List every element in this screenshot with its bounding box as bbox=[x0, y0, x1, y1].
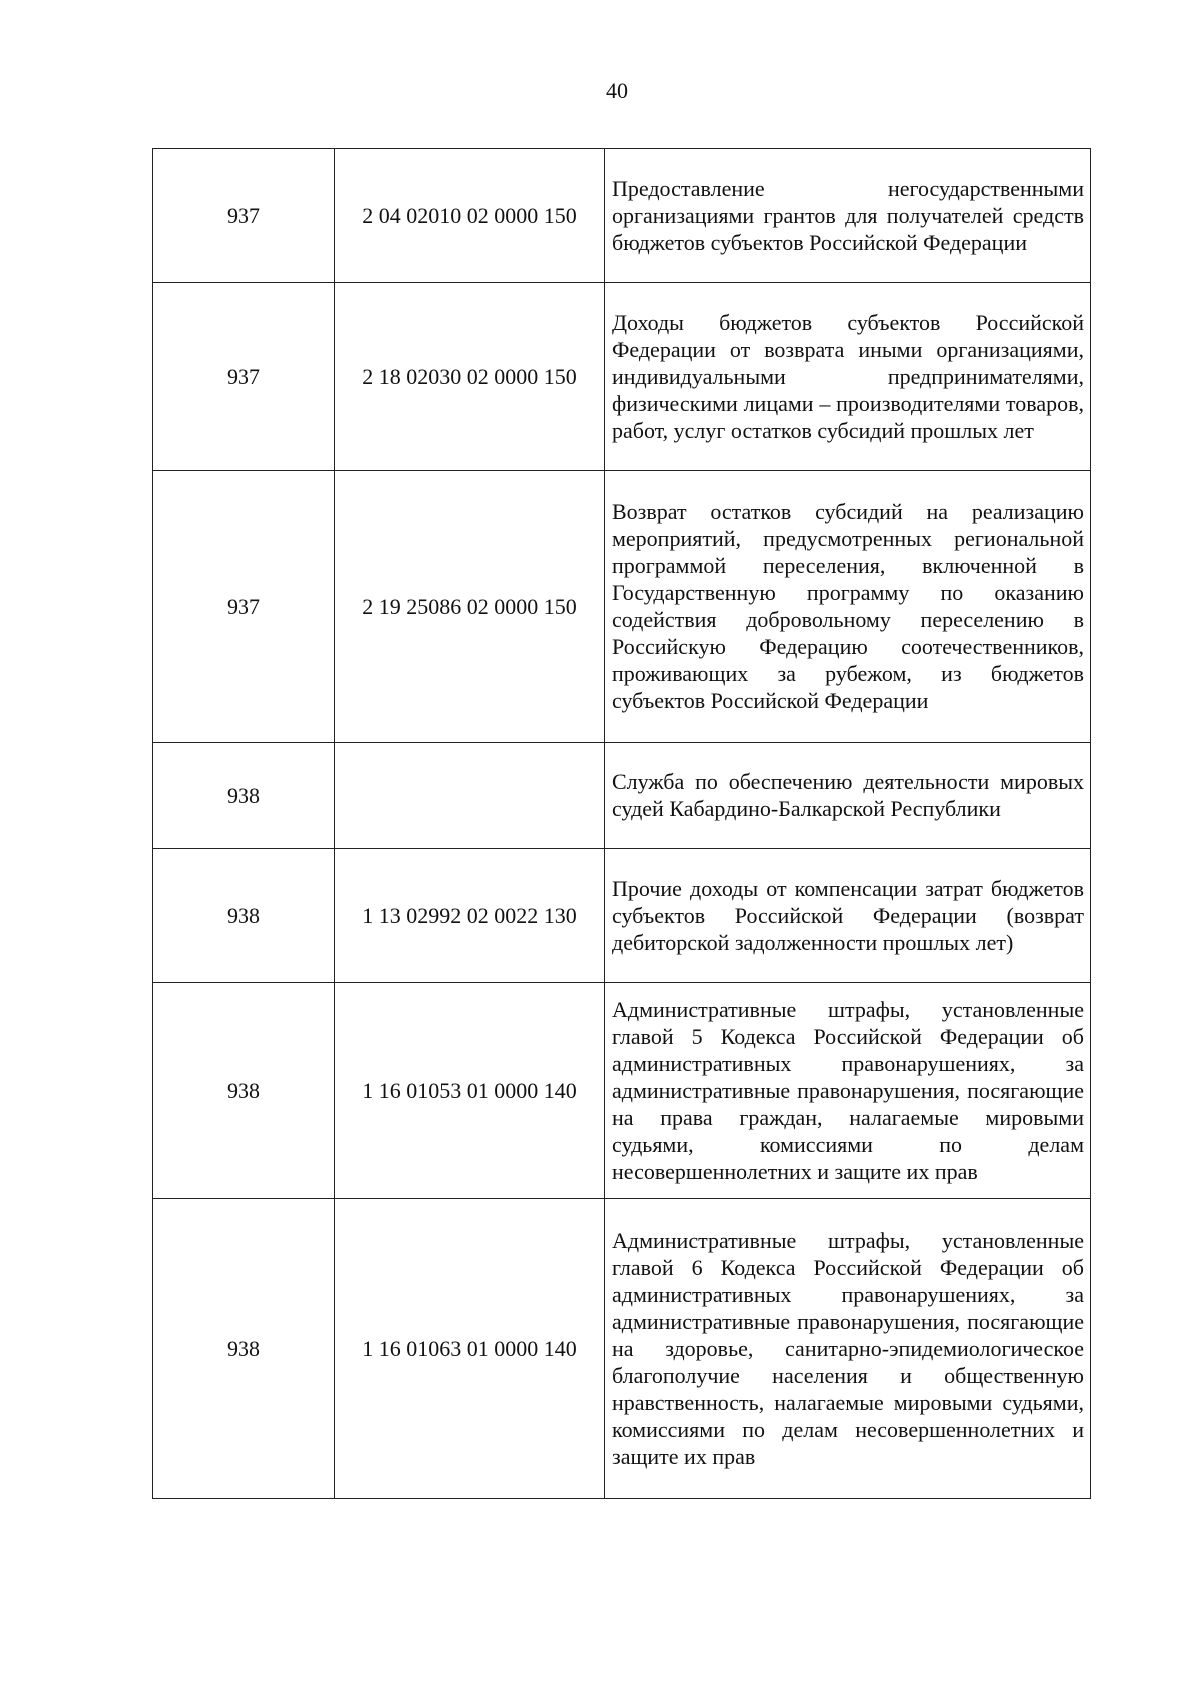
admin-code-cell: 937 bbox=[153, 149, 335, 283]
admin-code-cell: 938 bbox=[153, 983, 335, 1199]
table-row bbox=[153, 743, 1091, 849]
description-cell: Доходы бюджетов субъектов Российской Федерации от возврата иными организациями, индивидуальными предпринимателями, физическими лицами – производителями товаров, работ, услуг остатков субсидий прошлых лет bbox=[605, 283, 1091, 471]
page-number: 40 bbox=[606, 78, 628, 103]
admin-code-cell: 938 bbox=[153, 849, 335, 983]
admin-code-cell: 938 bbox=[153, 1199, 335, 1499]
description-cell: Возврат остатков субсидий на реализацию мероприятий, предусмотренных региональной программой переселения, включенной в Государственную программу по оказанию содействия добровольному переселению в Российскую Федерацию соотечественников, проживающих за рубежом, из бюджетов субъектов Российской Федерации bbox=[605, 471, 1091, 743]
description-cell: Административные штрафы, установленные главой 6 Кодекса Российской Федерации об административных правонарушениях, за административные правонарушения, посягающие на здоровье, санитарно-эпидемиологическое благополучие населения и общественную нравственность, налагаемые мировыми судьями, комиссиями по делам несовершеннолетних и защите их прав bbox=[605, 1199, 1091, 1499]
kbk-code-cell: 1 13 02992 02 0022 130 bbox=[335, 849, 605, 983]
description-cell: Административные штрафы, установленные главой 5 Кодекса Российской Федерации об административных правонарушениях, за административные правонарушения, посягающие на права граждан, налагаемые мировыми судьями, комиссиями по делам несовершеннолетних и защите их прав bbox=[605, 983, 1091, 1199]
kbk-code-cell: 2 19 25086 02 0000 150 bbox=[335, 471, 605, 743]
description-cell: Предоставление негосударственными организациями грантов для получателей средств бюджетов субъектов Российской Федерации bbox=[605, 149, 1091, 283]
description-cell: Прочие доходы от компенсации затрат бюджетов субъектов Российской Федерации (возврат дебиторской задолженности прошлых лет) bbox=[605, 849, 1091, 983]
kbk-code-cell bbox=[335, 743, 605, 849]
table-row bbox=[153, 849, 1091, 983]
table-row bbox=[153, 283, 1091, 471]
kbk-code-cell: 2 18 02030 02 0000 150 bbox=[335, 283, 605, 471]
kbk-code-cell: 1 16 01053 01 0000 140 bbox=[335, 983, 605, 1199]
description-cell: Служба по обеспечению деятельности мировых судей Кабардино-Балкарской Республики bbox=[605, 743, 1091, 849]
admin-code-cell: 937 bbox=[153, 283, 335, 471]
table-row bbox=[153, 149, 1091, 283]
table-row bbox=[153, 471, 1091, 743]
revenue-codes-table bbox=[152, 148, 1091, 1499]
table-row bbox=[153, 983, 1091, 1199]
table-row bbox=[153, 1199, 1091, 1499]
kbk-code-cell: 1 16 01063 01 0000 140 bbox=[335, 1199, 605, 1499]
kbk-code-cell: 2 04 02010 02 0000 150 bbox=[335, 149, 605, 283]
admin-code-cell: 937 bbox=[153, 471, 335, 743]
admin-code-cell: 938 bbox=[153, 743, 335, 849]
